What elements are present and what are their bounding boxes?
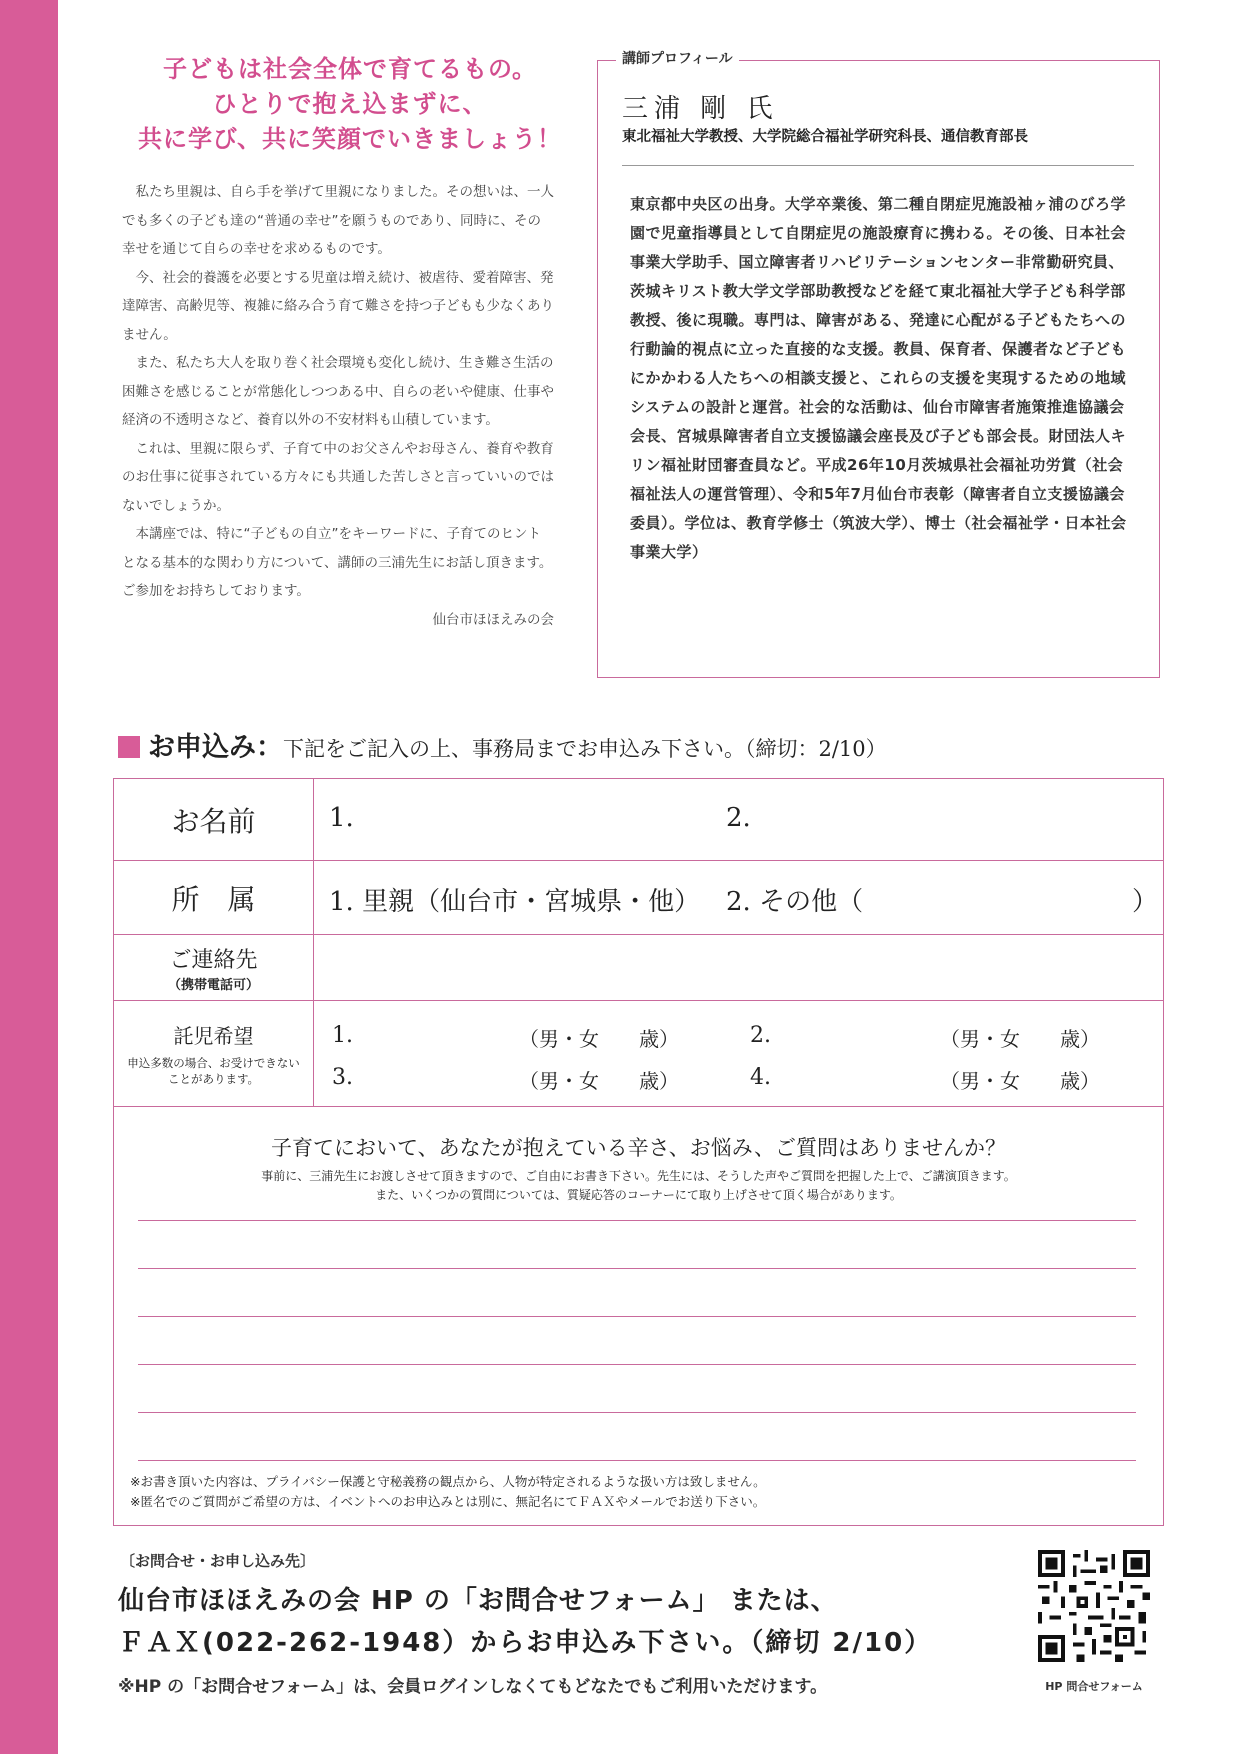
affiliation-option-other[interactable]: 2. その他（: [726, 887, 864, 917]
intro-paragraph: 私たち里親は、自ら手を挙げて里親になりました。その想いは、一人でも多くの子ども達の“普通の幸せ”を願うものであり、同時に、その幸せを通じて自らの幸せを求めるものです。: [122, 184, 554, 257]
childcare-child-number: 3.: [332, 1065, 353, 1090]
profile-divider: [622, 165, 1134, 166]
writing-line[interactable]: [138, 1460, 1136, 1461]
intro-text: [122, 178, 554, 634]
apply-heading: [118, 725, 887, 764]
question-note: 事前に、三浦先生にお渡しさせて頂きますので、ご自由にお書き下さい。先生には、そうした声やご質問を把握した上で、ご講演頂きます。: [261, 1169, 1016, 1183]
writing-line[interactable]: [138, 1364, 1136, 1365]
childcare-child-fields[interactable]: （男・女 歳）: [940, 1069, 1100, 1093]
square-bullet-icon: [118, 736, 140, 758]
affiliation-row: [114, 861, 1163, 935]
childcare-child-fields[interactable]: （男・女 歳）: [519, 1069, 679, 1093]
headline: [120, 52, 580, 157]
profile-label: 講師プロフィール: [616, 48, 739, 68]
intro-paragraph: 本講座では、特に“子どもの自立”をキーワードに、子育てのヒントとなる基本的な関わり方について、講師の三浦先生にお話し頂きます。ご参加をお持ちしております。: [122, 526, 553, 599]
qr-label: HP 問合せフォーム: [1045, 1680, 1143, 1693]
childcare-child-fields[interactable]: （男・女 歳）: [940, 1027, 1100, 1051]
name-field-2[interactable]: 2.: [726, 803, 751, 833]
name-row: [114, 779, 1163, 861]
name-field-1[interactable]: 1.: [329, 803, 354, 833]
writing-line[interactable]: [138, 1220, 1136, 1221]
affiliation-option-foster[interactable]: 1. 里親（仙台市・宮城県・他）: [329, 887, 701, 917]
childcare-label: 託児希望: [173, 1024, 254, 1048]
speaker-name: 三浦 剛 氏: [622, 94, 779, 124]
headline-line-3: 共に学び、共に笑顔でいきましょう！: [137, 125, 563, 153]
affiliation-close-paren: ）: [1132, 887, 1159, 917]
question-title: 子育てにおいて、あなたが抱えている辛さ、お悩み、ご質問はありませんか？: [271, 1136, 1006, 1160]
childcare-child-number: 2.: [750, 1023, 771, 1048]
affiliation-label-cell: [114, 861, 314, 934]
contact-row: [114, 935, 1163, 1001]
childcare-label-cell: [114, 1001, 314, 1106]
contact-heading: 〔お問合せ・お申し込み先〕: [120, 1552, 316, 1570]
childcare-child-number: 4.: [750, 1065, 771, 1090]
apply-description: 下記をご記入の上、事務局までお申込み下さい。（締切：2/10）: [283, 737, 887, 761]
childcare-child-fields[interactable]: （男・女 歳）: [519, 1027, 679, 1051]
side-accent-bar: [0, 0, 58, 1754]
writing-line[interactable]: [138, 1316, 1136, 1317]
qr-code-icon[interactable]: [1038, 1550, 1150, 1662]
contact-label: ご連絡先: [169, 947, 258, 973]
intro-paragraph: これは、里親に限らず、子育て中のお父さんやお母さん、養育や教育のお仕事に従事されている方々にも共通した苦しさと言っていいのではないでしょうか。: [122, 440, 554, 514]
contact-label-cell: [114, 935, 314, 1000]
writing-line[interactable]: [138, 1268, 1136, 1269]
speaker-bio: 東京都中央区の出身。大学卒業後、第二種自閉症児施設袖ヶ浦のびろ学園で児童指導員として自閉症児の施設療育に携わる。その後、日本社会事業大学助手、国立障害者リハビリテーションセンター非常勤研究員、茨城キリスト教大学文学部助教授などを経て東北福祉大学子ども科学部教授、後に現職。専門は、障害がある、発達に心配がる子どもたちへの行動論的視点に立った直接的な支援。教員、保育者、保護者など子どもにかかわる人たちへの相談支援と、これらの支援を実現するための地域システムの設計と運営。社会的な活動は、仙台市障害者施策推進協議会会長、宮城県障害者自立支援協議会座長及び子ども部会長。財団法人キリン福祉財団審査員など。平成26年10月茨城県社会福祉功労賞（社会福祉法人の運営管理）、令和5年7月仙台市表彰（障害者自立支援協議会委員）。学位は、教育学修士（筑波大学）、博士（社会福祉学・日本社会事業大学）: [630, 195, 1127, 561]
contact-line-2: ＦＡＸ(022-262-1948）からお申込み下さい。（締切 2/10）: [118, 1628, 933, 1658]
intro-paragraph: また、私たち大人を取り巻く社会環境も変化し続け、生き難さ生活の困難さを感じることが常態化しつつある中、自らの老いや健康、仕事や経済の不透明さなど、養育以外の不安材料も山積しています。: [122, 355, 554, 428]
contact-note: ※HP の「お問合せフォーム」は、会員ログインしなくてもどなたでもご利用いただけます。: [118, 1677, 828, 1697]
name-label-cell: [114, 779, 314, 860]
headline-line-1: 子どもは社会全体で育てるもの。: [162, 55, 538, 83]
form-footnote: ※匿名でのご質問がご希望の方は、イベントへのお申込みとは別に、無記名にてＦＡＸやメールでお送り下さい。: [130, 1494, 766, 1509]
childcare-note: 申込多数の場合、お受けできないことがあります。: [127, 1056, 300, 1086]
contact-line-1: 仙台市ほほえみの会 HP の「お問合せフォーム」 または、: [118, 1586, 838, 1616]
apply-label: お申込み：: [148, 732, 283, 763]
question-note: また、いくつかの質問については、質疑応答のコーナーにて取り上げさせて頂く場合があります。: [375, 1188, 902, 1202]
speaker-title: 東北福祉大学教授、大学院総合福祉学研究科長、通信教育部長: [622, 129, 1028, 145]
affiliation-label: 所 属: [171, 882, 256, 916]
name-label: お名前: [171, 804, 256, 838]
intro-paragraph: 今、社会的養護を必要とする児童は増え続け、被虐待、愛着障害、発達障害、高齢児等、複雑に絡み合う育て難さを持つ子どもも少なくありません。: [122, 269, 554, 343]
childcare-child-number: 1.: [332, 1023, 353, 1048]
form-footnote: ※お書き頂いた内容は、プライバシー保護と守秘義務の観点から、人物が特定されるような扱い方は致しません。: [130, 1474, 766, 1489]
intro-signature: 仙台市ほほえみの会: [432, 611, 554, 628]
writing-line[interactable]: [138, 1412, 1136, 1413]
childcare-row: [114, 1001, 1163, 1107]
contact-sub-label: （携帯電話可）: [167, 977, 259, 993]
headline-line-2: ひとりで抱え込まずに、: [212, 90, 488, 118]
